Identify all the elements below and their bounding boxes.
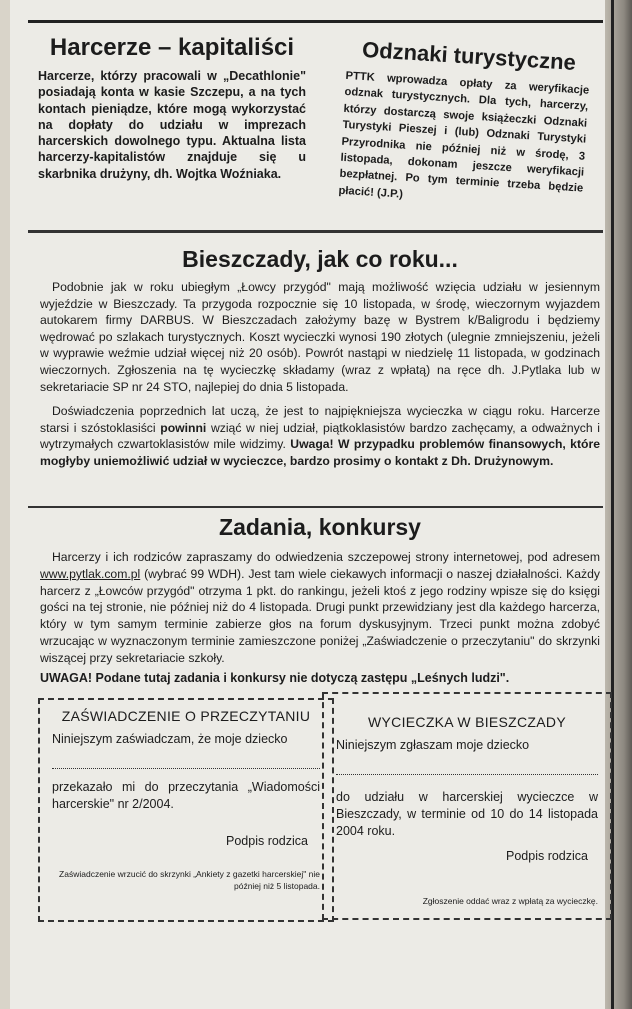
reading-certificate-signature: Podpis rodzica (226, 834, 308, 848)
tasks-title: Zadania, konkursy (219, 514, 421, 540)
bieszczady-para2-a: Doświadczenia poprzednich lat uczą, że jest to najpiękniejsza wycieczka w ciągu roku. Harcerze starsi i szóstoklasiści (40, 404, 600, 435)
badges-text: PTTK wprowadza opłaty za weryfikacje odznak turystycznych. Dla tych, harcerzy, którzy dostarczą swoje książeczki Odznaki Turystyki Pieszej i (lub) Odznaki Turystyki Przyrodnika nie później niż w środę, 3 listopada, dokonam jeszcze weryfikacji bezpłatnej. Po tym terminie trzeba będzie płacić! (J.P.) (338, 69, 590, 201)
bieszczady-article (40, 246, 600, 470)
reading-certificate-line2: przekazało mi do przeczytania „Wiadomości harcerskie" nr 2/2004. (52, 780, 320, 811)
trip-signup-footnote: Zgłoszenie oddać wraz z wpłatą za wycieczkę. (422, 896, 598, 906)
trip-signup-form (322, 692, 612, 920)
trip-signup-signature: Podpis rodzica (506, 849, 588, 863)
trip-signup-line1: Niniejszym zgłaszam moje dziecko (336, 738, 530, 752)
capitalists-article (38, 34, 306, 182)
tasks-warning: UWAGA! Podane tutaj zadania i konkursy nie dotyczą zastępu „Leśnych ludzi". (40, 670, 510, 685)
bieszczady-para2-c: wziąć w niej udział, piątkoklasistów bardzo zachęcamy, a odważnych i wytrzymałych czwartoklasistów mile widzimy. (40, 420, 601, 452)
reading-certificate-footnote: Zaświadczenie wrzucić do skrzynki „Ankiety z gazetki harcerskiej" nie później niż 5 listopada. (59, 869, 320, 891)
bieszczady-para2-d: Uwaga! W przypadku problemów finansowych, które mogłyby uniemożliwić udział w wycieczce, bardzo prosimy o kontakt z Dh. Drużynowym. (40, 437, 600, 468)
section-divider-1 (28, 230, 603, 233)
tasks-text-b: (wybrać 99 WDH). Jest tam wiele ciekawych informacji o naszej działalności. Każdy harcerz z „Łowców przygód" otrzyma 1 pkt. do rankingu, jeżeli ktoś z jego rodziny wpisze się do księgi gości na tej stronie, nie później niż do 4 listopada. Drugi punkt przewidziany jest dla każdego harcerza, który w tym samym terminie zabierze głos na forum dyskusyjnym. Trzeci punkt można zdobyć wrzucając w wyznaczonym terminie zamieszczone poniżej „Zaświadczenie o przeczytaniu" do skrzynki wiszącej przy sekretariacie szkoły. (40, 566, 600, 665)
reading-certificate-form (38, 698, 334, 922)
reading-certificate-line1: Niniejszym zaświadczam, że moje dziecko (52, 732, 288, 746)
bieszczady-title: Bieszczady, jak co roku... (182, 246, 458, 272)
tasks-text (40, 549, 600, 667)
trip-child-name-field[interactable] (336, 760, 598, 775)
website-link[interactable]: www.pytlak.com.pl (40, 566, 141, 581)
top-rule (28, 20, 603, 23)
bieszczady-para1: Podobnie jak w roku ubiegłym „Łowcy przygód" mają możliwość wzięcia udziału w jesiennym wyjeździe w Bieszczady. Ta przygoda rozpocznie się 10 listopada, w środę, wieczornym wyjazdem autokarem firmy DARBUS. W Bieszczadach założymy bazę w Bystrem k/Baligrodu i będziemy wędrować po szlakach turystycznych. Koszt wycieczki wynosi 190 złotych (ulegnie zmniejszeniu, jeżeli w wyprawie weźmie udział więcej niż 20 osób). Powrót nastąpi w niedzielę 11 listopada, w godzinach wieczornych. Zgłoszenia na tę wycieczkę składamy (wraz z wpłatą) na ręce dh. J.Pytlaka lub w sekretariacie SP nr 24 STO, najlepiej do dnia 5 listopada. (40, 280, 600, 394)
badges-title: Odznaki turystyczne (361, 36, 577, 75)
capitalists-title: Harcerze – kapitaliści (49, 34, 295, 61)
trip-signup-line2: do udziału w harcerskiej wycieczce w Bieszczady, w terminie od 10 do 14 listopada 2004 roku. (336, 790, 598, 838)
child-name-field[interactable] (52, 754, 320, 769)
badges-article (338, 36, 592, 214)
bieszczady-para2-b: powinni (160, 420, 207, 435)
trip-signup-title: WYCIECZKA W BIESZCZADY (368, 714, 566, 730)
section-divider-2 (28, 506, 603, 508)
tasks-article (40, 514, 600, 687)
tasks-text-a: Harcerzy i ich rodziców zapraszamy do odwiedzenia szczepowej strony internetowej, pod adresem (52, 550, 600, 564)
bieszczady-para2 (40, 403, 600, 469)
capitalists-text: Harcerze, którzy pracowali w „Decathlonie" posiadają konta w kasie Szczepu, a na tych kontach pieniądze, które mogą wykorzystać na dopłaty do udziału w imprezach harcerskich dowolnego typu. Aktualna lista harcerzy-kapitalistów znajduje się u skarbnika drużyny, dh. Wojtka Woźniaka. (38, 69, 306, 181)
reading-certificate-title: ZAŚWIADCZENIE O PRZECZYTANIU (61, 708, 311, 724)
